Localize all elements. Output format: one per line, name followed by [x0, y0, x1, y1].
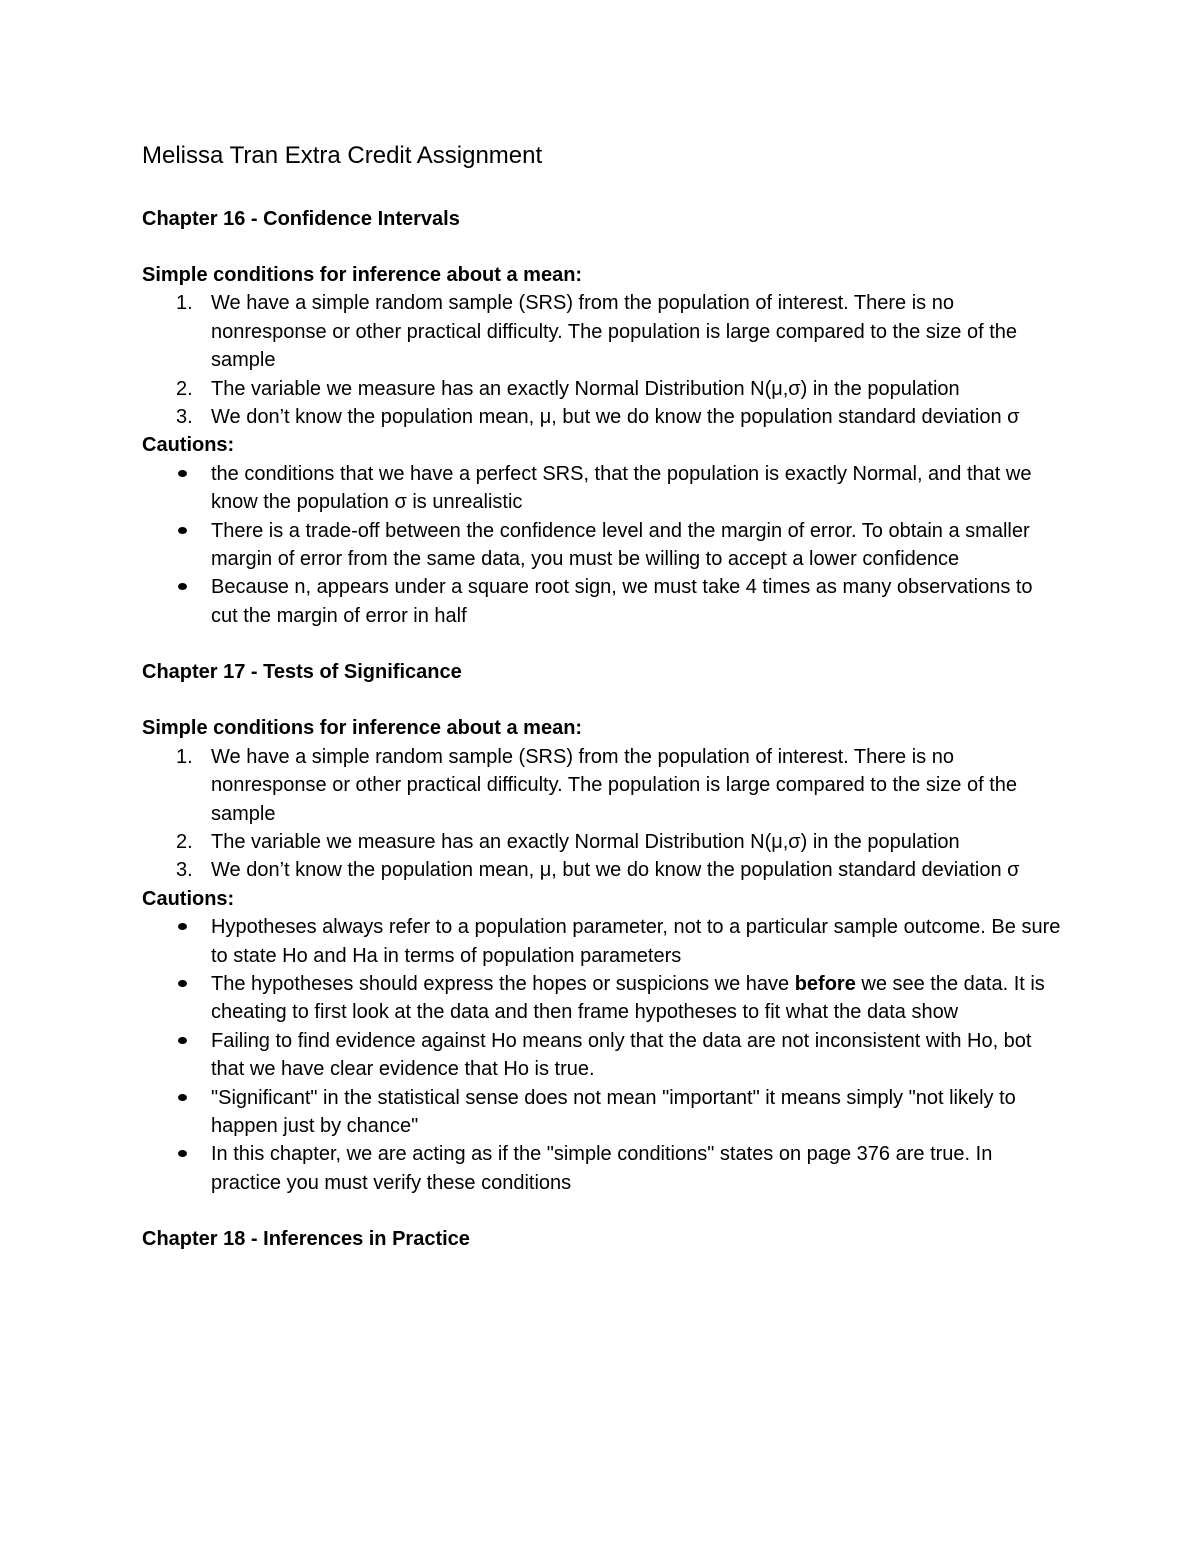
text-run: we see the data. It is cheating to first look at the data and then frame hypotheses to fit what the data show [211, 972, 1045, 1024]
list-item [142, 913, 1062, 970]
list-item-text: We have a simple random sample (SRS) from the population of interest. There is no nonresponse or other practical difficulty. The population is large compared to the size of the sample [211, 745, 1018, 825]
list-item-text: We don’t know the population mean, μ, but we do know the population standard deviation σ [211, 406, 1020, 429]
chapter-16 [142, 205, 1062, 630]
chapter-18 [142, 1225, 1062, 1253]
list-item [142, 856, 1062, 884]
bullet-icon [178, 1150, 187, 1157]
document-title: Melissa Tran Extra Credit Assignment [142, 142, 543, 169]
conditions-heading: Simple conditions for inference about a mean: [142, 264, 583, 286]
list-item [142, 517, 1062, 574]
list-item [142, 828, 1062, 856]
list-item-text: In this chapter, we are acting as if the "simple conditions" states on page 376 are true. In practice you must verify these conditions [211, 1143, 993, 1194]
list-item [142, 1084, 1062, 1141]
cautions-list [142, 913, 1062, 1197]
list-item-text: the conditions that we have a perfect SRS, that the population is exactly Normal, and that we know the population σ is unrealistic [211, 462, 1032, 514]
list-item-text [211, 973, 1045, 1023]
bullet-icon [178, 527, 187, 534]
text-run: The hypotheses should express the hopes or suspicions we have [211, 972, 795, 995]
list-item-text: Failing to find evidence against Ho means only that the data are not inconsistent with Ho, bot that we have clear evidence that Ho is true. [211, 1029, 1032, 1081]
list-item [142, 743, 1062, 828]
list-item-text: "Significant" in the statistical sense does not mean "important" it means simply "not likely to happen just by chance" [211, 1086, 1016, 1137]
list-number: 3. [176, 859, 193, 882]
chapter-17-body [142, 714, 1062, 1197]
list-number: 1. [176, 745, 193, 768]
chapter-heading: Chapter 17 - Tests of Significance [142, 661, 462, 684]
chapter-17 [142, 658, 1062, 1197]
bullet-icon [178, 583, 187, 590]
bold-text-run: before [794, 972, 856, 995]
document-page [142, 140, 1062, 1281]
chapter-heading: Chapter 18 - Inferences in Practice [142, 1228, 470, 1251]
list-item [142, 1140, 1062, 1197]
conditions-list [142, 289, 1062, 431]
cautions-heading: Cautions: [142, 434, 235, 457]
list-item [142, 970, 1062, 1027]
bullet-icon [178, 1037, 187, 1044]
list-item-text: There is a trade-off between the confidence level and the margin of error. To obtain a smaller margin of error from the same data, you must be willing to accept a lower confidence [211, 519, 1030, 571]
conditions-heading: Simple conditions for inference about a mean: [142, 717, 583, 740]
bullet-icon [178, 923, 187, 930]
list-item-text: We don’t know the population mean, μ, but we do know the population standard deviation σ [211, 859, 1020, 882]
list-number: 2. [176, 830, 193, 853]
list-number: 3. [176, 406, 193, 429]
chapter-heading: Chapter 16 - Confidence Intervals [142, 208, 460, 230]
list-item [142, 289, 1062, 374]
list-number: 2. [176, 377, 193, 400]
conditions-list [142, 743, 1062, 885]
bullet-icon [178, 470, 187, 477]
list-item [142, 1027, 1062, 1084]
chapter-16-body [142, 261, 1062, 630]
list-item-text: The variable we measure has an exactly Normal Distribution N(μ,σ) in the population [211, 830, 960, 853]
bullet-icon [178, 1094, 187, 1101]
list-item-text: Hypotheses always refer to a population parameter, not to a particular sample outcome. Be sure to state Ho and Ha in terms of population parameters [211, 916, 1061, 967]
list-item [142, 573, 1062, 630]
bullet-icon [178, 980, 187, 987]
list-number: 1. [176, 292, 193, 315]
cautions-heading: Cautions: [142, 887, 235, 910]
list-item [142, 460, 1062, 517]
list-item-text: Because n, appears under a square root sign, we must take 4 times as many observations to cut the margin of error in half [211, 576, 1033, 627]
list-item-text: The variable we measure has an exactly Normal Distribution N(μ,σ) in the population [211, 377, 960, 400]
list-item [142, 403, 1062, 431]
list-item-text: We have a simple random sample (SRS) from the population of interest. There is no nonresponse or other practical difficulty. The population is large compared to the size of the sample [211, 292, 1018, 372]
list-item [142, 375, 1062, 403]
cautions-list [142, 460, 1062, 630]
